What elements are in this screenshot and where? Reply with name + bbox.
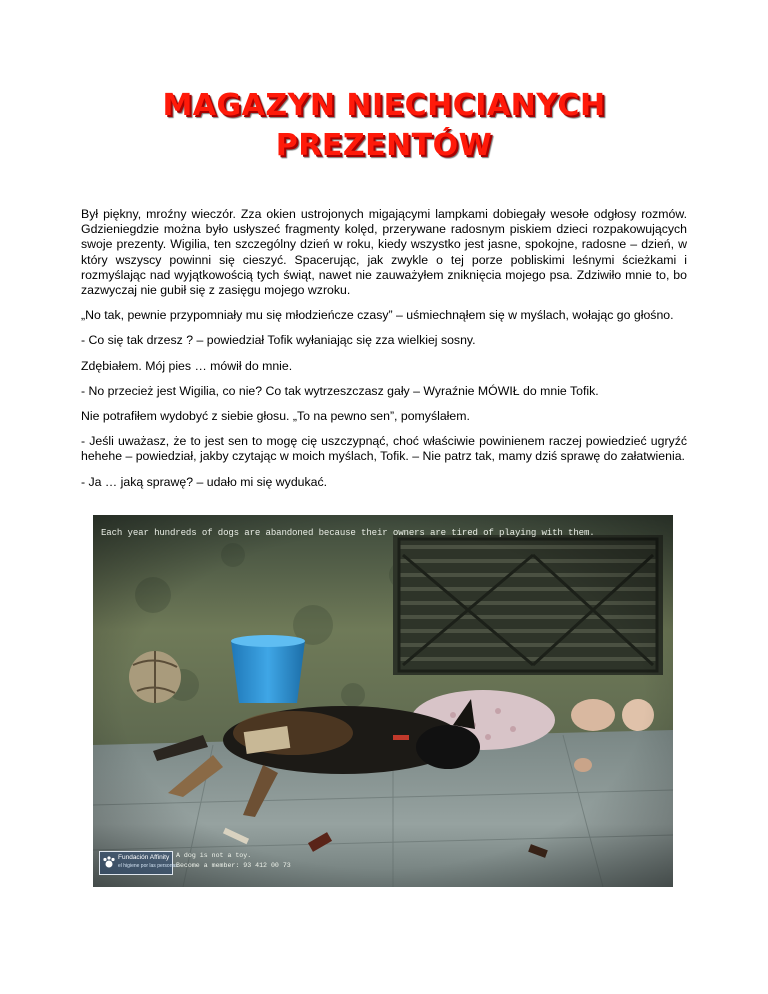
title-line-2: PREZENTÓW (275, 128, 493, 163)
tagline-line-2: Become a member: 93 412 00 73 (176, 862, 291, 869)
paragraph: Nie potrafiłem wydobyć z siebie głosu. „To na pewno sen”, pomyślałem. (81, 409, 470, 424)
logo-name: Fundación Affinity (118, 854, 170, 861)
tagline-line-1: A dog is not a toy. (176, 852, 252, 859)
paragraph: Był piękny, mroźny wieczór. Zza okien ustrojonych migającymi lampkami dobiegały wesołe odgłosy rozmów. Gdzieniegdzie można było usłyszeć fragmenty kolęd, przerywane radosnym piskiem dzieci rozpakowujących swoje prezenty. Wigilia, ten szczególny dzień w roku, kiedy wszystko jest jasne, spokojne, radosne – dzień, w który wszyscy powinni się cieszyć. Spacerując, jak zwykle o tej porze pobliskimi leśnymi ścieżkami i rozmyślając nad wyjątkowością tych świąt, nawet nie zauważyłem zniknięcia mojego psa. Zdziwiło mnie to, bo zazwyczaj nie gubił się z zasięgu mojego wzroku. (81, 207, 687, 298)
advert-photo (93, 515, 673, 887)
story-text (81, 207, 687, 500)
advert-tagline (176, 851, 291, 871)
paragraph: - No przecież jest Wigilia, co nie? Co tak wytrzeszczasz gały – Wyraźnie MÓWIŁ do mnie Tofik. (81, 383, 599, 398)
paragraph: - Jeśli uważasz, że to jest sen to mogę cię uszczypnąć, choć właściwie powinienem raczej powiedzieć ugryźć hehehe – powiedział, jakby czytając w moich myślach, Tofik. – Nie patrz tak, mamy dziś sprawę do załatwienia. (81, 434, 687, 464)
document-title (80, 86, 688, 166)
photo-scene (93, 515, 673, 887)
paragraph: Zdębiałem. Mój pies … mówił do mnie. (81, 358, 293, 373)
advert-caption: Each year hundreds of dogs are abandoned because their owners are tired of playing with them. (101, 527, 595, 538)
paragraph: „No tak, pewnie przypomniały mu się młodzieńcze czasy” – uśmiechnąłem się w myślach, wołając go głośno. (81, 308, 674, 323)
paragraph: - Co się tak drzesz ? – powiedział Tofik wyłaniając się zza wielkiej sosny. (81, 333, 476, 348)
paw-icon (102, 855, 116, 869)
foundation-logo (99, 851, 178, 875)
paragraph: - Ja … jaką sprawę? – udało mi się wydukać. (81, 474, 328, 489)
logo-subtitle: el higiene por las personas (118, 863, 178, 869)
title-line-1: MAGAZYN NIECHCIANYCH (162, 88, 606, 123)
